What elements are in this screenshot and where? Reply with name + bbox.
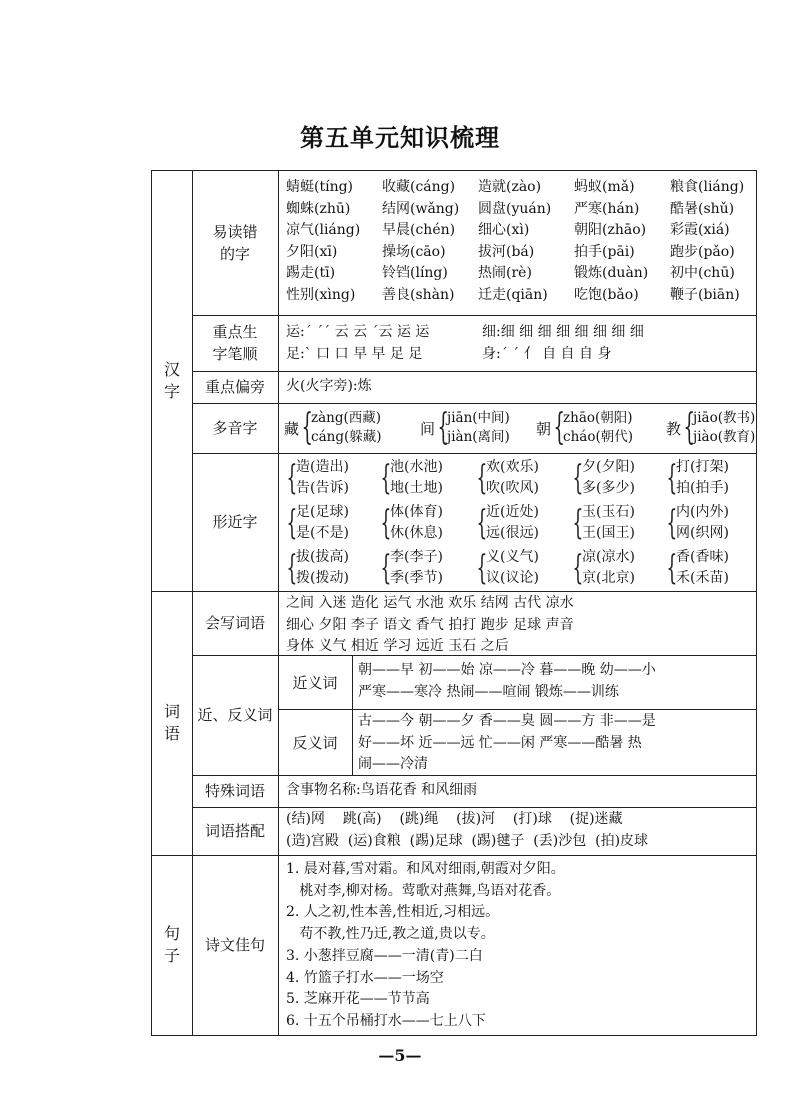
label-poems: 诗文佳句	[204, 936, 265, 954]
write-line: 之间 入迷 造化 运气 水池 欢乐 结网 古代 凉水	[286, 595, 574, 611]
easy-wrong-word: 蚂蚁(mǎ)	[574, 179, 635, 195]
similar-word: 打(打架)	[676, 459, 729, 475]
brace-icon: {	[380, 548, 392, 588]
polyphonic-groups	[284, 409, 754, 449]
easy-wrong-word: 朝阳(zhāo)	[574, 222, 647, 238]
similar-word: 玉(玉石)	[582, 504, 635, 520]
easy-wrong-word: 铃铛(líng)	[382, 265, 448, 281]
brace-icon: {	[666, 548, 678, 588]
stroke-yun: 运:´ ´´ 云 云 ´云 运 运	[286, 324, 430, 340]
polyphonic-group	[420, 409, 510, 447]
similar-word: 欢(欢乐)	[486, 459, 539, 475]
polyphonic-group	[536, 409, 633, 447]
easy-wrong-word: 夕阳(xī)	[286, 243, 338, 260]
easy-wrong-words	[286, 177, 766, 306]
label-syn-ant: 近、反义词	[197, 706, 273, 724]
brace-icon: {	[572, 458, 584, 498]
similar-word: 休(休息)	[390, 525, 443, 541]
easy-wrong-word: 结网(wǎng)	[382, 200, 460, 217]
brace-icon: {	[286, 458, 298, 498]
write-line: 细心 夕阳 李子 语文 香气 拍打 跑步 足球 声音	[286, 616, 574, 633]
similar-word: 近(近处)	[486, 504, 539, 520]
easy-wrong-word: 鞭子(biān)	[670, 286, 740, 303]
easy-wrong-word: 操场(cāo)	[382, 243, 446, 260]
easy-wrong-word: 凉气(liáng)	[286, 222, 361, 238]
similar-word: 王(国王)	[582, 525, 635, 541]
brace-icon: {	[683, 407, 695, 448]
similar-word: 网(织网)	[676, 525, 729, 541]
brace-icon: {	[666, 458, 678, 498]
easy-wrong-word: 蜻蜓(tíng)	[286, 179, 354, 195]
brace-icon: {	[301, 407, 313, 448]
brace-icon: {	[553, 407, 565, 448]
easy-wrong-word: 蜘蛛(zhū)	[286, 200, 351, 217]
easy-wrong-word: 收藏(cáng)	[382, 179, 456, 195]
similar-word: 夕(夕阳)	[582, 459, 635, 475]
similar-word: 吹(吹风)	[486, 480, 539, 496]
similar-group	[378, 457, 443, 499]
similar-word: 足(足球)	[296, 504, 349, 520]
similar-group	[284, 502, 349, 544]
knowledge-table	[151, 170, 757, 1036]
poem-lines	[286, 859, 565, 1033]
brace-icon: {	[380, 503, 392, 543]
polyphonic-reading: cáng(躲藏)	[311, 429, 382, 445]
similar-word: 是(不是)	[296, 525, 349, 541]
polyphonic-reading: jiào(教育)	[693, 429, 756, 445]
easy-wrong-word: 拍手(pāi)	[574, 243, 635, 260]
poem-line: 4. 竹篮子打水——一场空	[286, 969, 444, 986]
similar-word: 义(义气)	[486, 549, 539, 565]
similar-group	[378, 502, 443, 544]
similar-word: 拨(拨动)	[296, 570, 349, 586]
polyphonic-char: 教	[666, 419, 682, 438]
write-line: 身体 义气 相近 学习 远近 玉石 之后	[286, 638, 509, 654]
brace-icon: {	[437, 407, 449, 448]
category-hanzi: 汉 字	[163, 360, 180, 401]
label-synonyms: 近义词	[292, 673, 338, 692]
similar-word: 禾(禾苗)	[676, 570, 729, 586]
label-easy-wrong: 易读错 的字	[212, 223, 258, 263]
similar-group	[664, 547, 729, 589]
label-write-words: 会写词语	[204, 614, 265, 632]
polyphonic-group	[284, 409, 382, 447]
stroke-zu: 足:` 口 口 早 早 足 足	[286, 345, 423, 362]
similar-group	[664, 457, 729, 499]
antonym-line: 闹——冷清	[358, 756, 428, 772]
similar-word: 李(李子)	[390, 549, 443, 565]
similar-word: 拍(拍手)	[676, 480, 729, 496]
brace-icon: {	[380, 458, 392, 498]
polyphonic-reading: zàng(西藏)	[311, 410, 382, 426]
similar-word: 多(多少)	[582, 480, 635, 496]
label-strokes: 重点生 字笔顺	[212, 323, 258, 363]
easy-wrong-word: 酷暑(shǔ)	[670, 200, 735, 217]
polyphonic-group	[666, 409, 755, 447]
brace-icon: {	[666, 503, 678, 543]
collocation-line: (结)网 跳(高) (跳)绳 (拔)河 (打)球 (捉)迷藏	[286, 811, 623, 827]
similar-group	[570, 457, 635, 499]
easy-wrong-word: 圆盘(yuán)	[478, 200, 552, 217]
similar-groups	[284, 457, 754, 589]
stroke-xi: 细:细 细 细 细 细 细 细 细	[482, 324, 644, 340]
synonym-line: 朝——早 初——始 凉——冷 暮——晚 幼——小	[358, 662, 656, 678]
brace-icon: {	[476, 458, 488, 498]
collocations	[286, 809, 648, 852]
write-words	[286, 593, 574, 658]
similar-group	[664, 502, 729, 544]
synonyms	[358, 660, 656, 703]
polyphonic-char: 朝	[536, 419, 552, 438]
easy-wrong-word: 拔河(bá)	[478, 243, 535, 260]
antonym-line: 古——今 朝——夕 香——臭 圆——方 非——是	[358, 713, 656, 729]
category-juzi: 句 子	[163, 924, 180, 965]
similar-word: 造(造出)	[296, 459, 349, 475]
polyphonic-reading: jiāo(教书)	[693, 410, 756, 426]
similar-word: 告(告诉)	[296, 480, 349, 496]
label-antonyms: 反义词	[292, 733, 338, 752]
easy-wrong-word: 造就(zào)	[478, 179, 542, 195]
similar-word: 京(北京)	[582, 570, 635, 586]
similar-group	[474, 502, 539, 544]
easy-wrong-word: 严寒(hán)	[574, 200, 640, 217]
similar-word: 季(季节)	[390, 570, 443, 586]
poem-line: 1. 晨对暮,雪对霜。和风对细雨,朝霞对夕阳。	[286, 861, 565, 877]
easy-wrong-word: 踢走(tī)	[286, 265, 336, 281]
similar-word: 远(很远)	[486, 525, 539, 541]
stroke-order	[286, 322, 746, 365]
poem-line: 桃对李,柳对杨。莺歌对燕舞,鸟语对花香。	[286, 882, 561, 899]
easy-wrong-word: 跑步(pǎo)	[670, 243, 735, 260]
polyphonic-reading: jiān(中间)	[447, 410, 510, 426]
polyphonic-reading: cháo(朝代)	[563, 429, 633, 445]
easy-wrong-word: 早晨(chén)	[382, 222, 456, 238]
similar-group	[570, 547, 635, 589]
similar-group	[474, 547, 539, 589]
easy-wrong-word: 性别(xìng)	[286, 286, 356, 303]
polyphonic-char: 藏	[284, 419, 300, 438]
easy-wrong-word: 吃饱(bǎo)	[574, 286, 639, 303]
label-radical: 重点偏旁	[204, 378, 265, 396]
poem-line: 5. 芝麻开花——节节高	[286, 991, 430, 1008]
poem-line: 3. 小葱拌豆腐——一清(青)二白	[286, 947, 483, 964]
brace-icon: {	[572, 503, 584, 543]
similar-group	[570, 502, 635, 544]
easy-wrong-word: 热闹(rè)	[478, 265, 532, 281]
similar-word: 池(水池)	[390, 459, 443, 475]
similar-word: 拔(拔高)	[296, 549, 349, 565]
similar-word: 内(内外)	[676, 504, 729, 520]
similar-group	[284, 457, 349, 499]
page-number: —5—	[378, 1046, 422, 1065]
similar-word: 议(议论)	[486, 570, 539, 586]
poem-line: 6. 十五个吊桶打水——七上八下	[286, 1012, 486, 1029]
label-collocation: 词语搭配	[204, 822, 265, 840]
poem-line: 2. 人之初,性本善,性相近,习相远。	[286, 904, 500, 921]
similar-word: 香(香味)	[676, 549, 729, 565]
page-title: 第五单元知识梳理	[300, 123, 500, 152]
polyphonic-reading: jiàn(离间)	[447, 429, 510, 445]
synonym-line: 严寒——寒冷 热闹——喧闹 锻炼——训练	[358, 683, 619, 700]
radical-text: 火(火字旁):炼	[286, 378, 372, 394]
brace-icon: {	[476, 548, 488, 588]
polyphonic-char: 间	[420, 419, 436, 438]
label-special: 特殊词语	[204, 782, 265, 800]
poem-line: 苟不教,性乃迁,教之道,贵以专。	[286, 926, 495, 943]
easy-wrong-word: 粮食(liáng)	[670, 179, 745, 195]
brace-icon: {	[286, 503, 298, 543]
brace-icon: {	[572, 548, 584, 588]
easy-wrong-word: 细心(xì)	[478, 222, 530, 238]
similar-group	[474, 457, 539, 499]
brace-icon: {	[476, 503, 488, 543]
similar-group	[284, 547, 349, 589]
antonym-line: 好——坏 近——远 忙——闲 严寒——酷暑 热	[358, 734, 642, 751]
easy-wrong-word: 迁走(qiān)	[478, 286, 548, 303]
label-similar: 形近字	[212, 513, 258, 531]
stroke-shen: 身:´ ´ 亻 自 自 自 身	[482, 345, 612, 362]
easy-wrong-word: 彩霞(xiá)	[670, 222, 730, 238]
collocation-line: (造)宫殿 (运)食粮 (踢)足球 (踢)毽子 (丢)沙包 (拍)皮球	[286, 832, 649, 849]
antonyms	[358, 711, 656, 776]
easy-wrong-word: 善良(shàn)	[382, 286, 455, 303]
easy-wrong-word: 初中(chū)	[670, 265, 735, 281]
similar-word: 地(土地)	[390, 480, 443, 496]
label-polyphonic: 多音字	[212, 419, 258, 437]
brace-icon: {	[286, 548, 298, 588]
similar-word: 凉(凉水)	[582, 549, 635, 565]
easy-wrong-word: 锻炼(duàn)	[574, 265, 649, 281]
similar-group	[378, 547, 443, 589]
polyphonic-reading: zhāo(朝阳)	[563, 410, 633, 426]
similar-word: 体(体育)	[390, 504, 443, 520]
special-text: 含事物名称:鸟语花香 和风细雨	[286, 782, 478, 798]
category-ciyu: 词 语	[163, 702, 180, 743]
